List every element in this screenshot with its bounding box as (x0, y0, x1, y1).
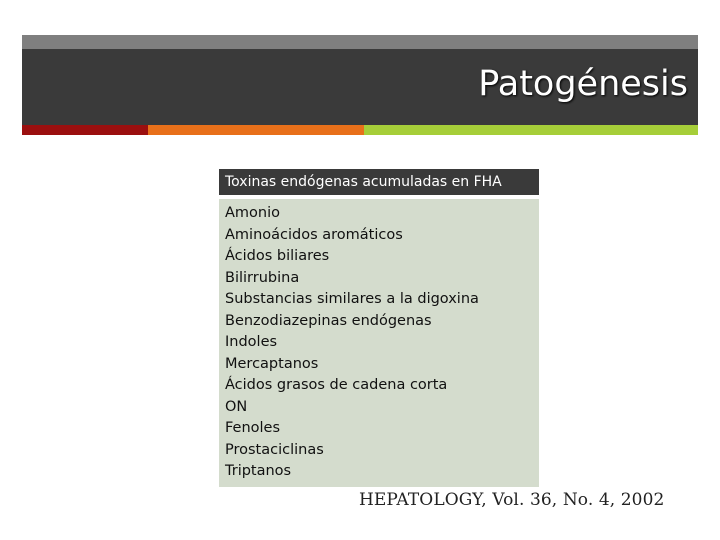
title-bar (22, 49, 698, 125)
slide-title: Patogénesis (478, 64, 688, 104)
table-header: Toxinas endógenas acumuladas en FHA (219, 169, 539, 195)
table-body (219, 199, 539, 487)
table-row: Prostaciclinas (225, 441, 324, 458)
table-row: Ácidos biliares (225, 248, 330, 264)
table-row: Benzodiazepinas endógenas (225, 312, 432, 329)
table-row: Bilirrubina (225, 269, 300, 286)
table-row: Mercaptanos (225, 355, 319, 372)
accent-stripe-orange (148, 125, 364, 135)
accent-stripe-green (364, 125, 698, 135)
accent-stripe-red (22, 125, 148, 135)
table-row: Fenoles (225, 420, 281, 436)
citation: HEPATOLOGY, Vol. 36, No. 4, 2002 (359, 490, 665, 510)
table-row: Amonio (225, 205, 281, 221)
table-row: Substancias similares a la digoxina (225, 291, 479, 307)
toxins-table (219, 169, 539, 487)
table-row: Aminoácidos aromáticos (225, 226, 403, 243)
table-row: ON (225, 398, 248, 415)
header-top-band (22, 35, 698, 49)
table-row: Ácidos grasos de cadena corta (225, 377, 448, 393)
table-row: Triptanos (225, 463, 292, 479)
table-row: Indoles (225, 334, 278, 350)
